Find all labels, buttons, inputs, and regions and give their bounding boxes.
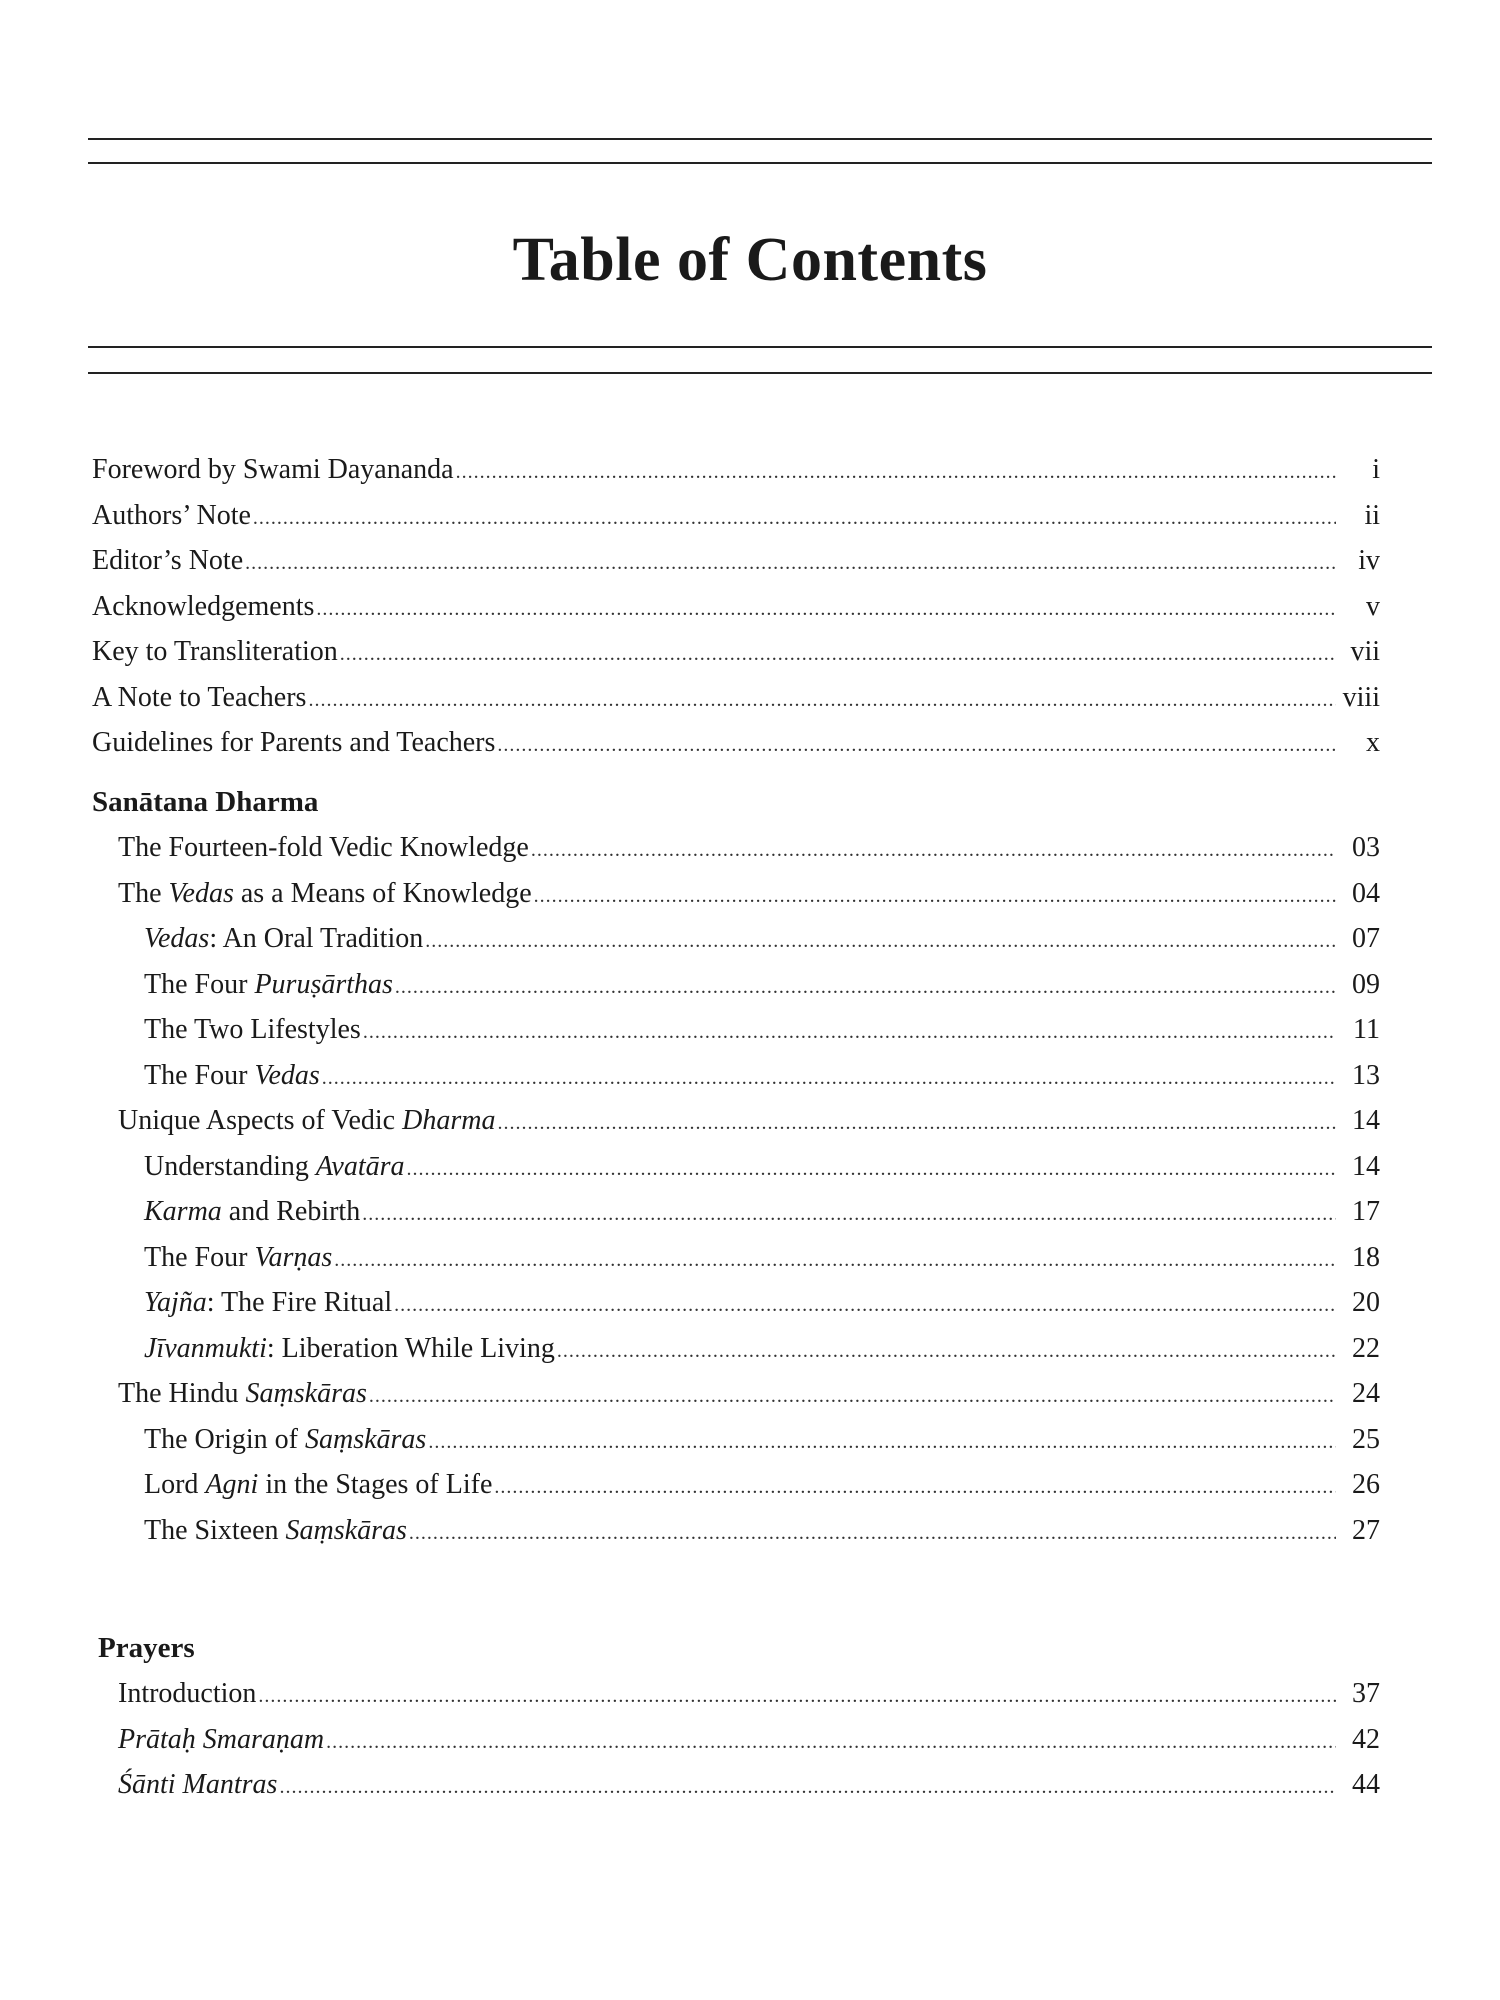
- dot-leader: [363, 1014, 1336, 1050]
- toc-entry-label: [118, 1767, 277, 1803]
- toc-entry-label-part: Introduction: [118, 1678, 257, 1709]
- toc-entry-label-part: Understanding: [144, 1150, 316, 1182]
- top-rule-1: [88, 138, 1432, 140]
- toc-entry: [144, 1467, 1380, 1503]
- toc-entry-label-part: Acknowledgements: [92, 590, 315, 622]
- dot-leader: [557, 1333, 1336, 1369]
- toc-entry: [144, 967, 1380, 1003]
- dot-leader: [340, 636, 1336, 672]
- toc-entry-label: [118, 830, 529, 866]
- dot-leader: [334, 1242, 1336, 1278]
- toc-entry-label: [144, 1012, 361, 1048]
- toc-entry: [118, 1103, 1380, 1139]
- toc-entry-label-part: : The Fire Ritual: [206, 1287, 393, 1318]
- toc-entry: [144, 1422, 1380, 1458]
- toc-entry: [118, 1767, 1380, 1803]
- toc-entry-label-part: and Rebirth: [221, 1196, 361, 1227]
- toc-entry-label: [92, 589, 314, 625]
- toc-entry: [92, 589, 1380, 625]
- dot-leader: [395, 969, 1336, 1005]
- dot-leader: [279, 1769, 1336, 1805]
- toc-entry-label-part: The Four: [144, 1241, 255, 1273]
- toc-entry-page-number: 11: [1353, 1014, 1380, 1045]
- dot-leader: [534, 878, 1336, 914]
- toc-entry-label: [92, 680, 306, 716]
- toc-entry-label: [118, 1722, 324, 1758]
- toc-entry-page-number: ii: [1364, 499, 1380, 531]
- toc-entry-label-part: Vedas: [168, 877, 234, 909]
- toc-entry-page-number: 20: [1352, 1287, 1380, 1318]
- toc-entry-label: [144, 1240, 332, 1276]
- toc-entry: [144, 1513, 1380, 1549]
- toc-entry-label-part: A Note to Teachers: [92, 681, 307, 713]
- toc-entry: [144, 1331, 1380, 1367]
- toc-entry-label-part: Saṃskāras: [245, 1378, 367, 1409]
- toc-entry-page-number: 25: [1352, 1423, 1380, 1455]
- toc-entry-label-part: Foreword by Swami Dayananda: [92, 454, 454, 485]
- toc-entry-page-number: 07: [1352, 923, 1380, 954]
- dot-leader: [531, 832, 1336, 868]
- toc-entry-label-part: Puruṣārthas: [254, 968, 393, 1000]
- toc-entry-label: [144, 1513, 407, 1549]
- toc-entry-label-part: Avatāra: [315, 1150, 405, 1182]
- toc-entry-page-number: 27: [1352, 1514, 1380, 1546]
- dot-leader: [394, 1287, 1336, 1323]
- top-rule-2: [88, 162, 1432, 164]
- toc-entry-label: [92, 452, 454, 488]
- toc-entry-page-number: 14: [1352, 1150, 1380, 1182]
- section-heading: Prayers: [98, 1632, 195, 1664]
- toc-entry-label: [92, 725, 495, 761]
- dot-leader: [497, 1105, 1336, 1141]
- toc-entry-page-number: 26: [1352, 1469, 1380, 1500]
- toc-entry: [92, 725, 1380, 761]
- toc-entry-label-part: Saṃskāras: [304, 1423, 427, 1455]
- toc-entry-label: [144, 1285, 392, 1321]
- toc-entry-label-part: Key to Transliteration: [92, 636, 338, 667]
- toc-entry: [92, 452, 1380, 488]
- toc-entry-label: [92, 634, 338, 670]
- toc-entry-label-part: : Liberation While Living: [266, 1332, 555, 1364]
- dot-leader: [409, 1515, 1336, 1551]
- toc-entry-label: [92, 543, 243, 579]
- toc-entry: [144, 1012, 1380, 1048]
- toc-entry-label-part: Editor’s Note: [92, 545, 244, 576]
- toc-entry-label-part: in the Stages of Life: [258, 1469, 493, 1500]
- toc-entry-label-part: The Hindu: [118, 1378, 246, 1409]
- toc-entry-page-number: i: [1372, 454, 1380, 485]
- toc-entry-label: [144, 967, 393, 1003]
- toc-entry: [118, 876, 1380, 912]
- toc-entry: [92, 634, 1380, 670]
- dot-leader: [322, 1060, 1336, 1096]
- toc-entry-label-part: The Two Lifestyles: [144, 1014, 361, 1045]
- dot-leader: [407, 1151, 1336, 1187]
- title-rule-1: [88, 346, 1432, 348]
- dot-leader: [245, 545, 1336, 581]
- toc-entry-label-part: Unique Aspects of Vedic: [118, 1105, 403, 1136]
- toc-entry-page-number: 04: [1352, 877, 1380, 909]
- toc-entry-page-number: 09: [1352, 968, 1380, 1000]
- toc-entry: [118, 830, 1380, 866]
- toc-entry: [92, 680, 1380, 716]
- dot-leader: [425, 923, 1336, 959]
- toc-entry-label-part: Varṇas: [254, 1241, 333, 1273]
- dot-leader: [326, 1724, 1336, 1760]
- page-title: Table of Contents: [512, 226, 988, 294]
- dot-leader: [428, 1424, 1336, 1460]
- toc-entry-label-part: Yajña: [144, 1287, 207, 1318]
- dot-leader: [497, 727, 1336, 763]
- dot-leader: [494, 1469, 1336, 1505]
- toc-entry: [144, 1149, 1380, 1185]
- toc-entry-page-number: 13: [1352, 1059, 1380, 1091]
- toc-entry-label-part: as a Means of Knowledge: [233, 877, 532, 909]
- toc-entry-label-part: Prātaḥ Smaraṇam: [118, 1723, 325, 1755]
- toc-entry-label-part: Agni: [205, 1469, 259, 1500]
- toc-entry: [144, 1058, 1380, 1094]
- toc-entry-label: [144, 1194, 360, 1230]
- toc-entry: [118, 1722, 1380, 1758]
- dot-leader: [308, 682, 1336, 718]
- toc-entry-label-part: Vedas: [144, 923, 210, 954]
- toc-entry-label-part: The Origin of: [144, 1423, 305, 1455]
- toc-entry-label: [144, 1422, 426, 1458]
- dot-leader: [369, 1378, 1336, 1414]
- toc-entry-label-part: The Four: [144, 968, 255, 1000]
- title-rule-2: [88, 372, 1432, 374]
- toc-entry-label-part: Guidelines for Parents and Teachers: [92, 727, 496, 758]
- toc-entry-page-number: 03: [1352, 832, 1380, 863]
- toc-entry-label-part: Saṃskāras: [285, 1514, 407, 1546]
- toc-entry: [118, 1676, 1380, 1712]
- toc-entry: [118, 1376, 1380, 1412]
- toc-entry-label: [144, 1058, 320, 1094]
- toc-entry-page-number: 22: [1352, 1332, 1380, 1364]
- toc-entry-label-part: Jīvanmukti: [144, 1332, 267, 1364]
- toc-entry-label: [118, 1103, 495, 1139]
- toc-entry-label: [144, 1149, 405, 1185]
- toc-entry-page-number: v: [1366, 590, 1380, 622]
- toc-entry-label-part: The: [118, 877, 169, 909]
- toc-entry-label-part: Authors’ Note: [92, 499, 251, 531]
- toc-entry-label: [118, 876, 532, 912]
- toc-entry-page-number: 17: [1352, 1196, 1380, 1227]
- toc-entry-page-number: vii: [1350, 636, 1380, 667]
- toc-entry-label-part: Śānti Mantras: [118, 1769, 278, 1800]
- toc-entry-page-number: 44: [1352, 1769, 1380, 1800]
- toc-entry-label-part: The Four: [144, 1059, 255, 1091]
- toc-entry-label: [118, 1376, 367, 1412]
- dot-leader: [456, 454, 1336, 490]
- toc-entry-label-part: The Fourteen-fold Vedic Knowledge: [118, 832, 529, 863]
- toc-entry-label-part: Lord: [144, 1469, 206, 1500]
- dot-leader: [362, 1196, 1336, 1232]
- toc-entry-label-part: Dharma: [402, 1105, 496, 1136]
- toc-entry: [144, 921, 1380, 957]
- toc-entry-label: [144, 921, 423, 957]
- toc-entry-label-part: Vedas: [254, 1059, 320, 1091]
- toc-entry-page-number: 37: [1352, 1678, 1380, 1709]
- toc-entry: [144, 1285, 1380, 1321]
- toc-entry-page-number: 14: [1352, 1105, 1380, 1136]
- toc-entry-label-part: Karma: [144, 1196, 222, 1227]
- dot-leader: [253, 500, 1336, 536]
- toc-entry-label: [144, 1467, 492, 1503]
- toc-entry-page-number: viii: [1342, 681, 1380, 713]
- toc-entry-page-number: 18: [1352, 1241, 1380, 1273]
- toc-entry-label-part: The Sixteen: [144, 1514, 286, 1546]
- section-heading: Sanātana Dharma: [92, 786, 319, 818]
- toc-entry-label: [144, 1331, 555, 1367]
- toc-entry-label: [92, 498, 251, 534]
- toc-entry: [92, 498, 1380, 534]
- toc-entry: [144, 1194, 1380, 1230]
- toc-entry: [144, 1240, 1380, 1276]
- toc-entry-page-number: x: [1366, 727, 1380, 758]
- toc-entry-label-part: : An Oral Tradition: [209, 923, 424, 954]
- toc-entry: [92, 543, 1380, 579]
- toc-entry-label: [118, 1676, 256, 1712]
- dot-leader: [316, 591, 1336, 627]
- toc-entry-page-number: 24: [1352, 1378, 1380, 1409]
- toc-entry-page-number: iv: [1358, 545, 1380, 576]
- dot-leader: [258, 1678, 1336, 1714]
- toc-entry-page-number: 42: [1352, 1723, 1380, 1755]
